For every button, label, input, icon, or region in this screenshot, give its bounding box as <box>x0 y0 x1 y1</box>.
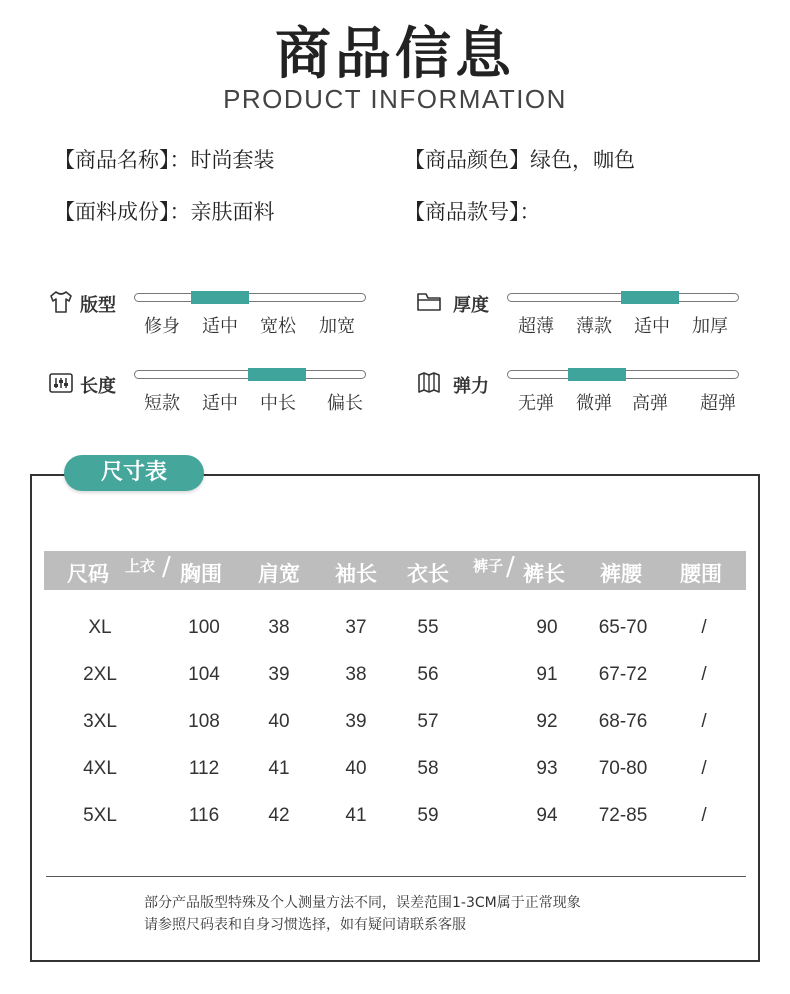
header-size: 尺码 <box>67 562 109 586</box>
table-cell: 68-76 <box>598 711 648 732</box>
table-cell: / <box>701 758 707 779</box>
table-cell: 37 <box>345 617 367 638</box>
table-cell: 58 <box>417 758 439 779</box>
size-table-badge: 尺寸表 <box>64 455 204 491</box>
info-model-number: 【商品款号】： <box>404 200 541 224</box>
length-tick: 适中 <box>202 393 238 414</box>
elasticity-tick: 微弹 <box>576 393 612 414</box>
header-top-group: 上衣 <box>125 557 156 575</box>
table-cell: 70-80 <box>598 758 648 779</box>
table-cell: 42 <box>268 805 290 826</box>
table-cell: 5XL <box>83 805 117 826</box>
elasticity-tick: 高弹 <box>632 393 668 414</box>
note-line-1: 部分产品版型特殊及个人测量方法不同，误差范围1-3CM属于正常现象 <box>144 895 581 911</box>
table-cell: 90 <box>536 617 558 638</box>
attr-label-fit: 版型 <box>80 295 116 316</box>
header-slash: / <box>506 552 515 582</box>
table-cell: 55 <box>417 617 439 638</box>
table-cell: 108 <box>188 711 220 732</box>
table-cell: 3XL <box>83 711 117 732</box>
header-pants-group: 裤子 <box>473 557 504 575</box>
table-cell: 40 <box>345 758 367 779</box>
fit-tick: 加宽 <box>319 316 355 337</box>
header-chest: 胸围 <box>180 562 222 586</box>
table-cell: 93 <box>536 758 558 779</box>
thickness-tick: 适中 <box>634 316 670 337</box>
elasticity-indicator <box>568 368 626 381</box>
table-cell: 57 <box>417 711 439 732</box>
length-tick: 偏长 <box>327 393 363 414</box>
table-cell: 112 <box>188 758 220 779</box>
table-cell: 91 <box>536 664 558 685</box>
attr-label-thickness: 厚度 <box>453 295 489 316</box>
thickness-indicator <box>621 291 679 304</box>
table-cell: 39 <box>345 711 367 732</box>
table-cell: 104 <box>188 664 220 685</box>
table-cell: 2XL <box>83 664 117 685</box>
ruler-settings-icon <box>48 370 74 396</box>
book-open-icon <box>416 370 442 396</box>
header-length: 衣长 <box>407 562 449 586</box>
length-tick: 中长 <box>260 393 296 414</box>
table-cell: 41 <box>268 758 290 779</box>
table-cell: 92 <box>536 711 558 732</box>
table-cell: 38 <box>345 664 367 685</box>
header-pants-waist: 裤腰 <box>600 562 642 586</box>
length-scale <box>134 370 366 379</box>
fit-tick: 宽松 <box>260 316 296 337</box>
table-cell: 39 <box>268 664 290 685</box>
tshirt-icon <box>48 289 74 315</box>
table-cell: 65-70 <box>598 617 648 638</box>
table-cell: 56 <box>417 664 439 685</box>
thickness-tick: 加厚 <box>692 316 728 337</box>
table-cell: 116 <box>188 805 220 826</box>
attr-label-length: 长度 <box>80 376 116 397</box>
header-pants-length: 裤长 <box>523 562 565 586</box>
table-cell: / <box>701 711 707 732</box>
table-cell: 72-85 <box>598 805 648 826</box>
header-waist: 腰围 <box>680 562 722 586</box>
table-cell: 38 <box>268 617 290 638</box>
info-product-name: 【商品名称】：时尚套装 <box>54 148 275 172</box>
page-subtitle: PRODUCT INFORMATION <box>223 84 567 114</box>
attr-label-elasticity: 弹力 <box>453 376 489 397</box>
header-shoulder: 肩宽 <box>258 562 300 586</box>
info-product-color: 【商品颜色】绿色，咖色 <box>404 148 635 172</box>
table-cell: 94 <box>536 805 558 826</box>
table-cell: / <box>701 664 707 685</box>
page-title: 商品信息 <box>275 22 515 87</box>
length-tick: 短款 <box>144 393 180 414</box>
elasticity-tick: 无弹 <box>518 393 554 414</box>
fit-tick: 修身 <box>144 316 180 337</box>
thickness-scale <box>507 293 739 302</box>
table-cell: 59 <box>417 805 439 826</box>
fit-scale <box>134 293 366 302</box>
size-table-panel <box>30 474 760 962</box>
table-cell: 40 <box>268 711 290 732</box>
table-cell: 67-72 <box>598 664 648 685</box>
elasticity-tick: 超弹 <box>700 393 736 414</box>
thickness-tick: 超薄 <box>518 316 554 337</box>
header-slash: / <box>162 552 171 582</box>
fit-indicator <box>191 291 249 304</box>
table-divider <box>46 876 746 877</box>
thickness-tick: 薄款 <box>576 316 612 337</box>
table-cell: XL <box>88 617 112 638</box>
folder-icon <box>416 289 442 315</box>
elasticity-scale <box>507 370 739 379</box>
table-cell: / <box>701 617 707 638</box>
table-cell: 4XL <box>83 758 117 779</box>
fit-tick: 适中 <box>202 316 238 337</box>
note-line-2: 请参照尺码表和自身习惯选择，如有疑问请联系客服 <box>144 917 466 933</box>
table-cell: / <box>701 805 707 826</box>
length-indicator <box>248 368 306 381</box>
table-cell: 41 <box>345 805 367 826</box>
table-cell: 100 <box>188 617 220 638</box>
info-fabric: 【面料成份】：亲肤面料 <box>54 200 275 224</box>
header-sleeve: 袖长 <box>335 562 377 586</box>
